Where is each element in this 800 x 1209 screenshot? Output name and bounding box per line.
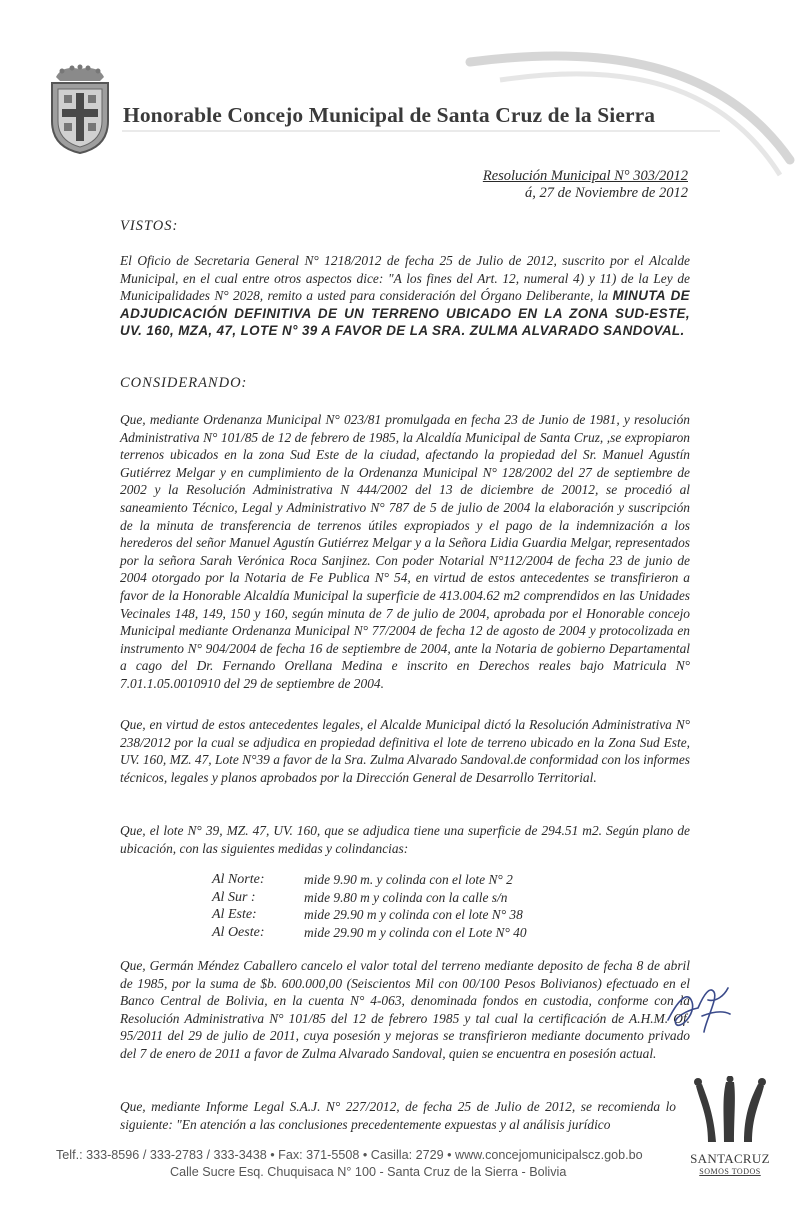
considerando-paragraph-3: Que, el lote N° 39, MZ. 47, UV. 160, que se adjudica tiene una superficie de 294.51 m2. Según plano de ubicación, con las siguientes medidas y colindancias: (120, 823, 690, 856)
footer-contact-line: Telf.: 333-8596 / 333-2783 / 333-3438 • Fax: 371-5508 • Casilla: 2729 • www.concejomunicipalscz.gob.bo (56, 1148, 643, 1162)
boundary-label: Al Sur : (212, 889, 256, 905)
boundary-row (212, 907, 527, 925)
vistos-paragraph (120, 252, 690, 340)
resolution-title: Resolución Municipal N° 303/2012 (482, 168, 688, 184)
boundary-value: mide 29.90 m y colinda con el Lote N° 40 (304, 924, 527, 940)
considerando-paragraph-4: Que, Germán Méndez Caballero cancelo el valor total del terreno mediante deposito de fecha 8 de abril de 1985, por la suma de $b. 600.000,00 (Seiscientos Mil con 00/100 Pesos Bolivianos) efectuado en el Banco Central de Bolivia, en la cuenta N° 4-063, denominada fondos en custodia, conforme con la Resolución Administrativa N° 101/85 del 12 de febrero 1985 y tal cual la certificación de A.H.M. Of. 95/2011 del 29 de julio de 2011, cuya posesión y mejoras se transfirieron mediante documento privado del 7 de enero de 2011 a favor de Zulma Alvarado Sandoval, quien se encuentra en posesión actual. (120, 958, 690, 1061)
boundary-value: mide 9.90 m. y colinda con el lote N° 2 (304, 872, 513, 887)
boundary-row (212, 890, 527, 908)
santa-cruz-figures-icon (686, 1076, 774, 1148)
coat-of-arms-logo (48, 63, 112, 155)
logo-text-sub: SOMOS TODOS (699, 1167, 761, 1176)
handwritten-initials-signature (658, 980, 738, 1050)
boundary-value: mide 29.90 m y colinda con el lote N° 38 (304, 907, 523, 923)
boundary-label: Al Oeste: (212, 924, 265, 940)
considerando-paragraph-2: Que, en virtud de estos antecedentes legales, el Alcalde Municipal dictó la Resolución Administrativa N° 238/2012 por la cual se adjudica en propiedad definitiva el lote de terreno ubicado en la Zona Sud Este, UV. 160, MZ. 47, Lote N°39 a favor de la Sra. Zulma Alvarado Sandoval.de conformidad con los informes técnicos, legales y planos aprobados por la Dirección General de Desarrollo Territorial. (120, 717, 690, 785)
vistos-text: El Oficio de Secretaria General N° 1218/2012 de fecha 25 de Julio de 2012, suscrito por el Alcalde Municipal, en el cual entre otros aspectos dice: "A los fines del Art. 12, numeral 4) y 11) de la Ley de Municipalidades N° 2028, remito a usted para consideración del Órgano Deliberante, la (120, 253, 690, 304)
santa-cruz-logo (686, 1076, 774, 1186)
considerando-paragraph-5: Que, mediante Informe Legal S.A.J. N° 227/2012, de fecha 25 de Julio de 2012, se recomienda lo siguiente: "En atención a las conclusiones precedentemente expuestas y al análisis jurídico (120, 1099, 676, 1132)
considerando-paragraph-1: Que, mediante Ordenanza Municipal N° 023/81 promulgada en fecha 23 de Junio de 1981, y resolución Administrativa N° 101/85 de 12 de febrero de 1985, la Alcaldía Municipal de Santa Cruz, ,se expropiaron terrenos ubicados en la zona Sud Este de la ciudad, afectando la propiedad del Sr. Manuel Agustín Gutiérrez Melgar y en cumplimiento de la Ordenanza Municipal N° 128/2002 del 27 de septiembre de 2002 y la Resolución Administrativa N 444/2002 del 13 de diciembre de 20012, se procedió al saneamiento Técnico, Legal y Administrativo N° 787 de 5 de julio de 2004 la elaboración y suscripción de la minuta de transferencia de terrenos útiles expropiados y el pago de la indemnización a los herederos del señor Manuel Agustín Gutiérrez Melgar y a la Señora Lidia Guardia Melgar, representados por la señora Sarah Verónica Roca Sanjinez. Con poder Notarial N°112/2004 de fecha 23 de junio de 2004 otorgado por la Notaria de Fe Publica N° 54, en virtud de estos antecedentes se transfirieron a favor de la Honorable Alcaldía Municipal la superficie de 413.004.62 m2 comprendidos en las Unidades Vecinales 148, 149, 150 y 160, según minuta de 7 de julio de 2004, aprobada por el Honorable concejo Municipal mediante Ordenanza Municipal N° 77/2004 de fecha 12 de agosto de 2004 y protocolizada en instrumento N° 904/2004 de fecha 16 de septiembre de 2004, ante la Notaria de gobierno Departamental a cago del Dr. Fernando Orellana Medina e inscrito en Derechos reales bajo Matricula N° 7.01.1.05.0010910 del 29 de septiembre de 2004. (120, 412, 690, 691)
boundary-label: Al Norte: (212, 872, 265, 887)
organization-name: Honorable Concejo Municipal de Santa Cruz de la Sierra (123, 103, 656, 127)
vistos-bold-text: MINUTA DE ADJUDICACIÓN DEFINITIVA DE UN TERRENO UBICADO EN LA ZONA SUD-ESTE, UV. 160, MZA, 47, LOTE N° 39 A FAVOR DE LA SRA. ZULMA ALVARADO SANDOVAL. (120, 288, 691, 339)
footer-address-line: Calle Sucre Esq. Chuquisaca N° 100 - Santa Cruz de la Sierra - Bolivia (170, 1165, 567, 1179)
boundary-label: Al Este: (212, 907, 257, 923)
boundary-row (212, 925, 527, 943)
boundary-value: mide 9.80 m y colinda con la calle s/n (304, 889, 508, 905)
boundary-row (212, 872, 527, 890)
resolution-date: á, 27 de Noviembre de 2012 (525, 185, 688, 201)
logo-text-main: SANTACRUZ (690, 1151, 770, 1166)
considerando-heading: CONSIDERANDO: (120, 375, 248, 391)
boundaries-table (212, 872, 527, 942)
vistos-heading: VISTOS: (120, 218, 179, 234)
